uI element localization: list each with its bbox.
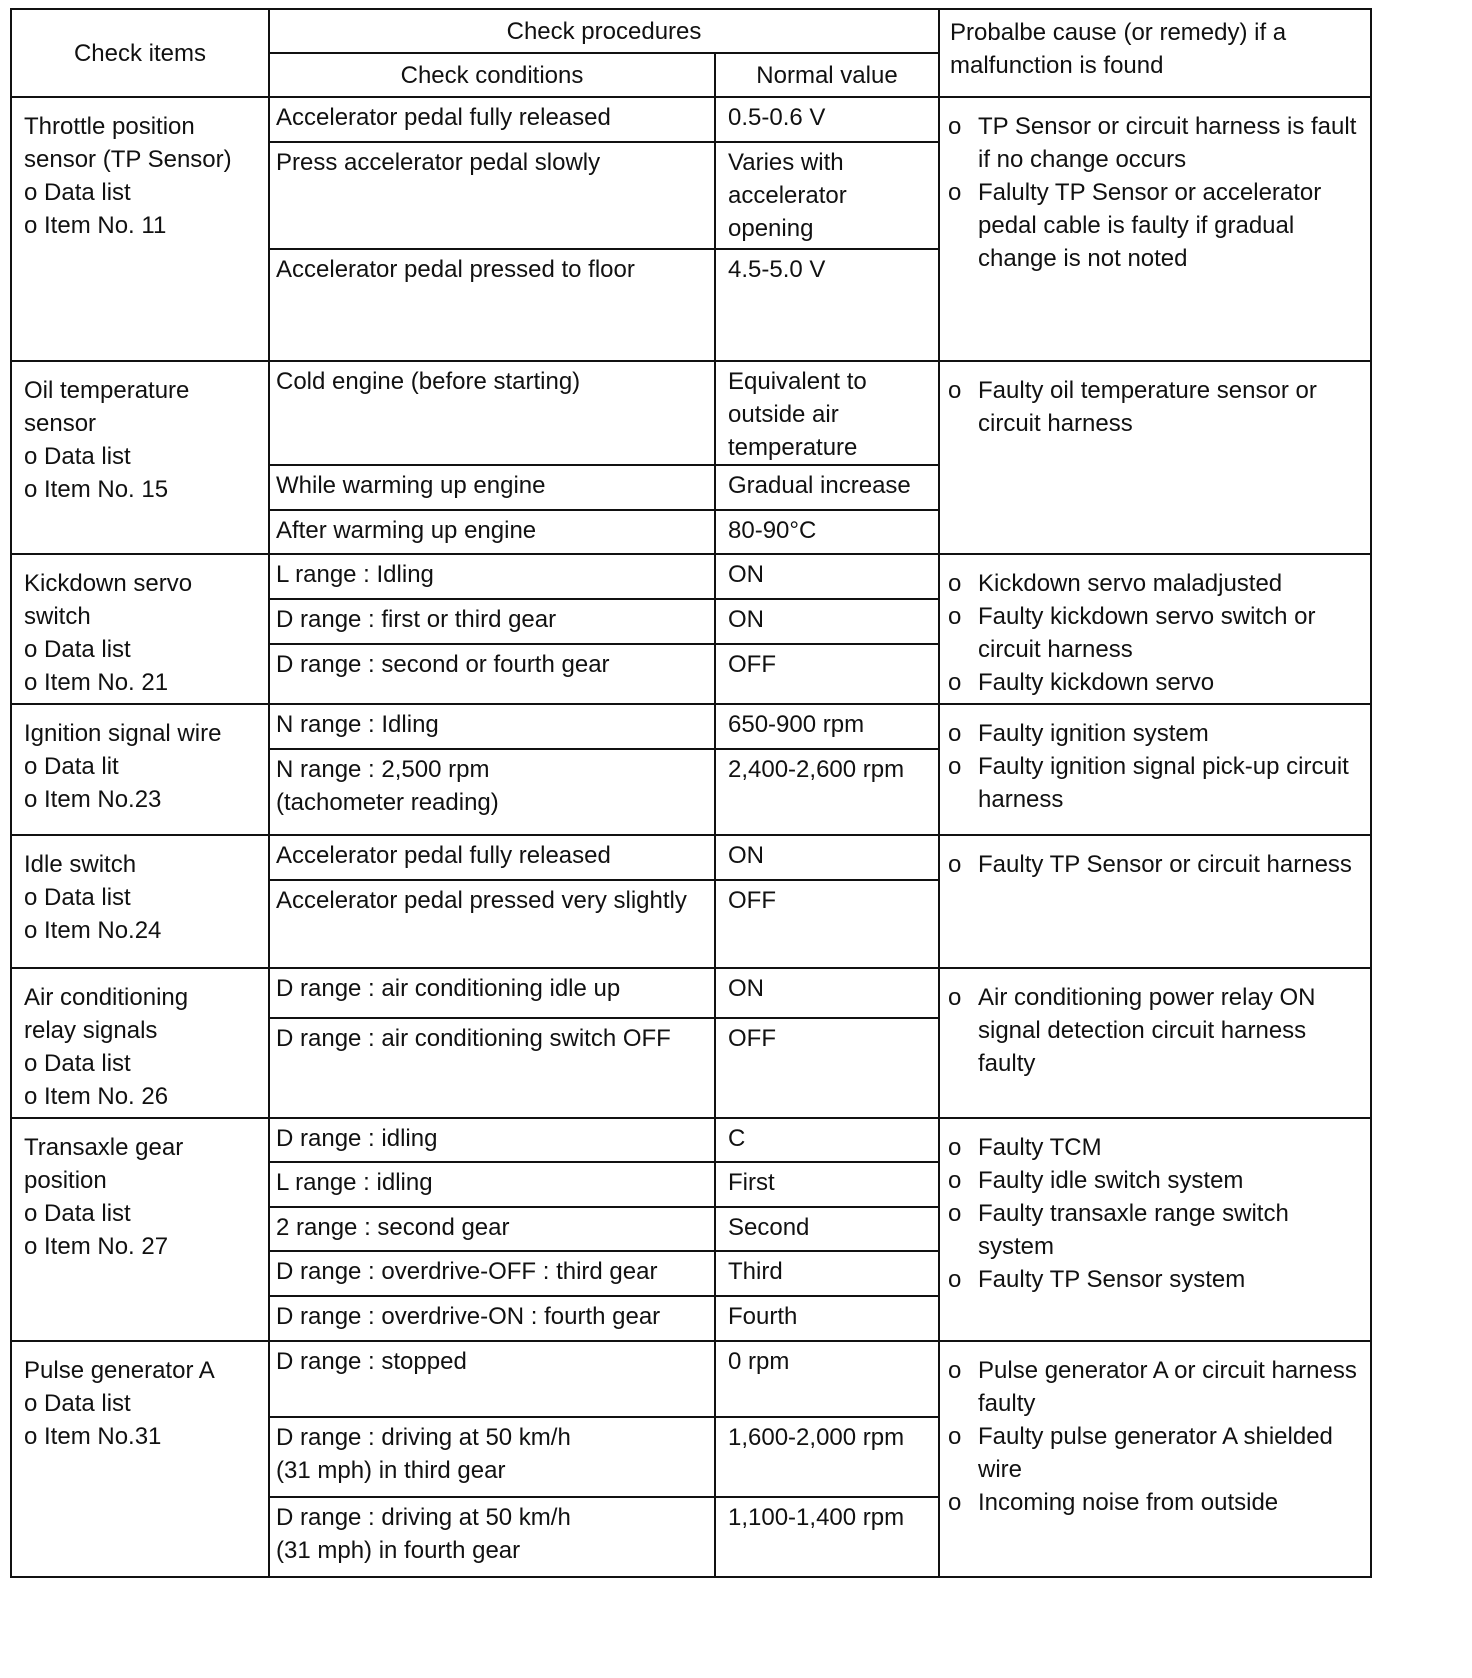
- bullet-marker: o: [948, 1489, 962, 1516]
- bullet-marker: o: [948, 1423, 962, 1450]
- normal-value-line: 2,400-2,600 rpm: [728, 756, 905, 783]
- check-item-cell: [11, 968, 269, 1118]
- check-condition-cell: [269, 599, 715, 644]
- check-condition-line: (31 mph) in fourth gear: [276, 1537, 521, 1564]
- check-item-line: switch: [24, 603, 91, 630]
- table-row: [11, 554, 1371, 599]
- cause-list-item: [948, 981, 1366, 1080]
- check-condition-cell: [269, 465, 715, 510]
- check-condition-cell: [269, 704, 715, 749]
- cause-text: TP Sensor or circuit harness is fault if no change occurs: [978, 113, 1357, 173]
- bullet-marker: o: [948, 377, 962, 404]
- check-condition-line: D range : air conditioning switch OFF: [276, 1025, 671, 1052]
- check-condition-line: Accelerator pedal pressed very slightly: [276, 887, 687, 914]
- normal-value-line: 0.5-0.6 V: [728, 104, 826, 131]
- bullet-marker: o: [948, 720, 962, 747]
- check-item-line: position: [24, 1167, 107, 1194]
- check-condition-line: D range : overdrive-ON : fourth gear: [276, 1303, 661, 1330]
- probable-cause-cell: [939, 835, 1371, 968]
- cause-text: Faulty kickdown servo: [978, 669, 1215, 696]
- bullet-marker: o: [948, 179, 962, 206]
- normal-value-cell: [715, 510, 939, 554]
- normal-value-line: ON: [728, 975, 764, 1002]
- check-item-line: Kickdown servo: [24, 570, 193, 597]
- check-condition-line: D range : overdrive-OFF : third gear: [276, 1258, 658, 1285]
- cause-text: Faulty pulse generator A shielded wire: [978, 1423, 1333, 1483]
- check-item-line: o Item No.23: [24, 786, 162, 813]
- table-row: [11, 97, 1371, 142]
- check-item-cell: [11, 704, 269, 835]
- normal-value-cell: [715, 968, 939, 1018]
- normal-value-line: Third: [728, 1258, 783, 1285]
- normal-value-cell: [715, 835, 939, 880]
- cause-list-item: [948, 176, 1366, 275]
- probable-cause-cell: [939, 1341, 1371, 1577]
- normal-value-line: Gradual increase: [728, 472, 911, 499]
- normal-value-line: Second: [728, 1214, 810, 1241]
- normal-value-line: opening: [728, 215, 814, 242]
- header-check-items: Check items: [11, 9, 269, 97]
- check-item-cell: [11, 97, 269, 361]
- bullet-marker: o: [948, 851, 962, 878]
- bullet-marker: o: [948, 603, 962, 630]
- check-item-line: o Item No. 15: [24, 476, 169, 503]
- check-condition-line: D range : first or third gear: [276, 606, 557, 634]
- cause-list-item: [948, 567, 1366, 600]
- check-item-line: sensor (TP Sensor): [24, 146, 232, 173]
- bullet-marker: o: [948, 1266, 962, 1293]
- check-item-cell: [11, 835, 269, 968]
- check-condition-cell: [269, 249, 715, 361]
- cause-list-item: [948, 848, 1366, 881]
- cause-text: Faulty idle switch system: [978, 1167, 1244, 1194]
- check-item-line: o Data list: [24, 179, 131, 206]
- normal-value-line: 1,100-1,400 rpm: [728, 1504, 905, 1531]
- check-item-line: o Item No. 27: [24, 1233, 169, 1260]
- cause-text: Faulty TP Sensor or circuit harness: [978, 851, 1352, 878]
- check-condition-cell: [269, 644, 715, 704]
- normal-value-line: OFF: [728, 887, 776, 914]
- cause-list-item: [948, 110, 1366, 176]
- cause-text: Kickdown servo maladjusted: [978, 570, 1283, 597]
- check-condition-line: D range : stopped: [276, 1348, 467, 1375]
- normal-value-cell: [715, 1018, 939, 1118]
- check-condition-cell: [269, 749, 715, 835]
- check-condition-line: D range : second or fourth gear: [276, 651, 610, 679]
- table-row: [11, 1341, 1371, 1417]
- check-item-line: o Item No. 11: [24, 212, 167, 239]
- check-item-line: o Data list: [24, 1050, 131, 1077]
- check-item-line: Oil temperature: [24, 377, 190, 404]
- check-condition-line: After warming up engine: [276, 517, 537, 544]
- bullet-marker: o: [948, 669, 962, 696]
- probable-cause-cell: [939, 361, 1371, 554]
- normal-value-cell: [715, 599, 939, 644]
- normal-value-line: OFF: [728, 1025, 776, 1052]
- check-condition-cell: [269, 835, 715, 880]
- check-condition-cell: [269, 1251, 715, 1296]
- cause-text: Pulse generator A or circuit harness faulty: [978, 1357, 1357, 1417]
- check-item-cell: [11, 554, 269, 704]
- normal-value-line: Varies with: [728, 149, 844, 176]
- check-condition-line: D range : air conditioning idle up: [276, 975, 621, 1002]
- check-item-line: o Item No.24: [24, 917, 162, 944]
- cause-text: Air conditioning power relay ON signal detection circuit harness faulty: [978, 984, 1316, 1077]
- cause-list-item: [948, 1486, 1366, 1519]
- normal-value-line: First: [728, 1169, 775, 1196]
- table-row: [11, 835, 1371, 880]
- bullet-marker: o: [948, 753, 962, 780]
- check-item-line: Ignition signal wire: [24, 720, 222, 747]
- check-condition-line: D range : idling: [276, 1125, 438, 1152]
- normal-value-line: 1,600-2,000 rpm: [728, 1424, 905, 1451]
- cause-list-item: [948, 1354, 1366, 1420]
- check-item-cell: [11, 1118, 269, 1341]
- normal-value-cell: [715, 361, 939, 465]
- normal-value-line: Equivalent to: [728, 368, 867, 395]
- normal-value-cell: [715, 1251, 939, 1296]
- probable-cause-cell: [939, 554, 1371, 704]
- check-item-line: o Data list: [24, 636, 131, 663]
- table-row: [11, 1118, 1371, 1162]
- check-condition-cell: [269, 1341, 715, 1417]
- cause-text: Faulty ignition system: [978, 720, 1209, 747]
- cause-list-item: [948, 600, 1366, 666]
- check-condition-cell: [269, 1417, 715, 1497]
- normal-value-cell: [715, 97, 939, 142]
- normal-value-cell: [715, 465, 939, 510]
- cause-text: Faulty kickdown servo switch or circuit harness: [978, 603, 1316, 663]
- normal-value-cell: [715, 1497, 939, 1577]
- check-item-line: Idle switch: [24, 851, 137, 878]
- bullet-marker: o: [948, 113, 962, 140]
- check-item-line: Pulse generator A: [24, 1357, 215, 1384]
- check-item-line: o Data list: [24, 1200, 131, 1227]
- header-check-conditions: Check conditions: [269, 53, 715, 97]
- bullet-marker: o: [948, 1200, 962, 1227]
- check-condition-line: D range : driving at 50 km/h: [276, 1424, 571, 1451]
- check-condition-line: While warming up engine: [276, 472, 546, 499]
- check-condition-line: (31 mph) in third gear: [276, 1457, 506, 1484]
- normal-value-cell: [715, 554, 939, 599]
- normal-value-line: 0 rpm: [728, 1348, 790, 1375]
- normal-value-line: outside air: [728, 401, 839, 428]
- normal-value-cell: [715, 880, 939, 968]
- check-item-line: o Data list: [24, 884, 131, 911]
- cause-text: Falulty TP Sensor or accelerator pedal cable is faulty if gradual change is not noted: [978, 179, 1322, 272]
- normal-value-cell: [715, 749, 939, 835]
- check-condition-cell: [269, 97, 715, 142]
- check-condition-line: L range : idling: [276, 1169, 433, 1196]
- cause-list-item: [948, 717, 1366, 750]
- check-item-cell: [11, 1341, 269, 1577]
- check-item-line: o Item No.31: [24, 1423, 162, 1450]
- check-condition-cell: [269, 361, 715, 465]
- cause-list-item: [948, 1131, 1366, 1164]
- table-body: [11, 97, 1371, 1577]
- check-condition-cell: [269, 1162, 715, 1207]
- check-condition-line: N range : 2,500 rpm: [276, 756, 490, 783]
- check-item-line: relay signals: [24, 1017, 158, 1044]
- check-condition-line: Press accelerator pedal slowly: [276, 149, 601, 176]
- check-condition-cell: [269, 1497, 715, 1577]
- check-condition-line: N range : Idling: [276, 711, 439, 738]
- check-item-line: o Item No. 21: [24, 669, 169, 696]
- check-condition-cell: [269, 968, 715, 1018]
- check-condition-line: L range : Idling: [276, 561, 434, 588]
- check-condition-line: D range : driving at 50 km/h: [276, 1504, 571, 1531]
- normal-value-cell: [715, 1118, 939, 1162]
- check-condition-line: 2 range : second gear: [276, 1214, 510, 1241]
- check-condition-line: (tachometer reading): [276, 789, 499, 816]
- check-item-cell: [11, 361, 269, 554]
- probable-cause-cell: [939, 704, 1371, 835]
- cause-list-item: [948, 1420, 1366, 1486]
- cause-list-item: [948, 1263, 1366, 1296]
- normal-value-line: 4.5-5.0 V: [728, 256, 826, 283]
- check-item-line: sensor: [24, 410, 97, 437]
- check-condition-cell: [269, 554, 715, 599]
- header-normal-value: Normal value: [715, 53, 939, 97]
- normal-value-line: ON: [728, 606, 764, 634]
- normal-value-cell: [715, 1417, 939, 1497]
- check-condition-cell: [269, 510, 715, 554]
- check-item-line: Air conditioning: [24, 984, 189, 1011]
- cause-list-item: [948, 666, 1366, 699]
- bullet-marker: o: [948, 984, 962, 1011]
- cause-text: Faulty oil temperature sensor or circuit harness: [978, 377, 1317, 437]
- normal-value-line: ON: [728, 561, 764, 588]
- check-item-line: o Data list: [24, 1390, 131, 1417]
- normal-value-line: C: [728, 1125, 746, 1152]
- bullet-marker: o: [948, 1357, 962, 1384]
- cause-list-item: [948, 374, 1366, 440]
- cause-text: Faulty ignition signal pick-up circuit harness: [978, 753, 1349, 813]
- bullet-marker: o: [948, 570, 962, 597]
- check-condition-cell: [269, 1296, 715, 1341]
- probable-cause-cell: [939, 97, 1371, 361]
- check-condition-cell: [269, 880, 715, 968]
- check-item-line: o Item No. 26: [24, 1083, 169, 1110]
- check-condition-cell: [269, 142, 715, 249]
- check-condition-line: Accelerator pedal fully released: [276, 842, 611, 869]
- bullet-marker: o: [948, 1134, 962, 1161]
- normal-value-line: 80-90°C: [728, 517, 817, 544]
- check-item-line: o Data list: [24, 443, 131, 470]
- table-row: [11, 968, 1371, 1018]
- normal-value-line: Fourth: [728, 1303, 798, 1330]
- document-page: [10, 8, 1372, 1578]
- check-item-line: Transaxle gear: [24, 1134, 184, 1161]
- cause-text: Faulty TCM: [978, 1134, 1102, 1161]
- check-table: [10, 8, 1372, 1578]
- check-condition-cell: [269, 1118, 715, 1162]
- normal-value-cell: [715, 644, 939, 704]
- check-condition-cell: [269, 1018, 715, 1118]
- normal-value-line: ON: [728, 842, 764, 869]
- normal-value-cell: [715, 1341, 939, 1417]
- check-item-line: Throttle position: [24, 113, 195, 140]
- bullet-marker: o: [948, 1167, 962, 1194]
- check-condition-line: Cold engine (before starting): [276, 368, 581, 395]
- normal-value-cell: [715, 249, 939, 361]
- cause-text: Faulty transaxle range switch system: [978, 1200, 1289, 1260]
- check-condition-cell: [269, 1207, 715, 1251]
- table-row: [11, 704, 1371, 749]
- normal-value-line: OFF: [728, 651, 776, 679]
- normal-value-cell: [715, 1207, 939, 1251]
- header-check-procedures: Check procedures: [269, 9, 939, 53]
- probable-cause-cell: [939, 968, 1371, 1118]
- normal-value-cell: [715, 1162, 939, 1207]
- normal-value-line: accelerator: [728, 182, 847, 209]
- normal-value-cell: [715, 704, 939, 749]
- cause-list-item: [948, 750, 1366, 816]
- probable-cause-cell: [939, 1118, 1371, 1341]
- normal-value-cell: [715, 1296, 939, 1341]
- normal-value-line: 650-900 rpm: [728, 711, 865, 738]
- header-probable-cause: Probalbe cause (or remedy) if a malfunction is found: [939, 9, 1371, 97]
- check-condition-line: Accelerator pedal fully released: [276, 104, 611, 131]
- cause-text: Faulty TP Sensor system: [978, 1266, 1246, 1293]
- normal-value-line: temperature: [728, 434, 858, 461]
- cause-text: Incoming noise from outside: [978, 1489, 1279, 1516]
- cause-list-item: [948, 1164, 1366, 1197]
- cause-list-item: [948, 1197, 1366, 1263]
- normal-value-cell: [715, 142, 939, 249]
- check-item-line: o Data lit: [24, 753, 119, 780]
- check-condition-line: Accelerator pedal pressed to floor: [276, 256, 635, 283]
- table-row: [11, 361, 1371, 465]
